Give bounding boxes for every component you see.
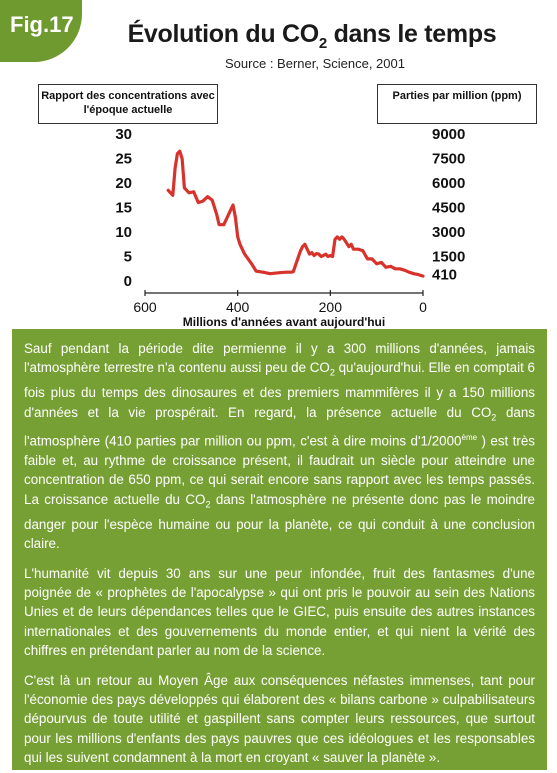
paragraph-1-subscript-1: 2 (329, 368, 335, 379)
chart-title-main: Évolution du CO (127, 20, 319, 48)
x-tick-label: 600 (133, 299, 157, 315)
text-panel (12, 329, 547, 770)
paragraph-3: C'est là un retour au Moyen Âge aux conséquences néfastes immenses, tant pour l'économie des pays développés qui élaborent des « bilans carbone » culpabilisateurs dépourvus de toute utilité et gaspillent sans compter leurs ressources, que surtout pour les millions d'enfants des pays pauvres que ces idéologues et les responsables qui les suivent condamnent à la mort en croyant « sauver la planète ». (24, 672, 535, 766)
figure-badge (0, 0, 82, 62)
y-left-tick-label: 0 (123, 273, 132, 290)
paragraph-1-part-e: dans l'atmosphère (410 parties par million ou ppm, c'est à dire moins d'1/2000 (24, 404, 535, 449)
paragraph-1-subscript-3: 2 (205, 499, 211, 510)
x-tick-label: 0 (419, 299, 427, 315)
paragraph-1-part-f: ) est très faible et, au rythme de croissance présent, il faudrait un siècle pour atteindre une concentration de 650 ppm, ce qui serait encore sans rapport avec les temps passés. La croissance actuelle du CO (24, 433, 535, 507)
chart-title-subscript: 2 (318, 35, 327, 52)
y-right-tick-label: 410 (432, 266, 458, 284)
y-right-tick-label: 9000 (432, 126, 466, 143)
co2-line-chart (0, 120, 557, 330)
chart-title-end: dans le temps (326, 20, 497, 48)
y-right-tick-label: 6000 (432, 175, 466, 192)
chart-title (92, 20, 532, 52)
paragraph-1-superscript: ème (461, 432, 478, 442)
chart-source: Source : Berner, Science, 2001 (225, 56, 405, 71)
x-tick-label: 200 (318, 299, 343, 315)
y-left-tick-label: 30 (115, 126, 132, 143)
y-left-tick-label: 10 (115, 224, 132, 241)
co2-series-line (168, 151, 423, 276)
right-axis-label-box: Parties par million (ppm) (377, 84, 537, 124)
y-left-tick-label: 15 (115, 199, 132, 217)
y-left-tick-label: 5 (123, 248, 132, 266)
left-axis-label-box: Rapport des concentrations avec l'époque actuelle (38, 84, 218, 124)
paragraph-1-subscript-2: 2 (491, 412, 497, 423)
figure-badge-label: Fig.17 (10, 12, 74, 37)
y-right-tick-label: 3000 (432, 224, 466, 241)
y-right-tick-label: 1500 (432, 248, 466, 266)
paragraph-1-part-a: Sauf pendant la période dite permienne il y a 300 millions d'années, jamais l'atmosphère terrestre n'a contenu aussi peu de CO (24, 341, 535, 376)
paragraph-1 (24, 339, 535, 554)
y-right-tick-label: 4500 (432, 199, 466, 217)
y-left-tick-label: 25 (115, 150, 132, 168)
x-tick-label: 400 (225, 299, 250, 315)
paragraph-2: L'humanité vit depuis 30 ans sur une peur infondée, fruit des fantasmes d'une poignée de « prophètes de l'apocalypse » qui ont pris le pouvoir au sein des Nations Unies et de leurs dépendances telles que le GIEC, puis ensuite des autres instances internationales et des gouvernements du monde entier, et qui nient la vérité des chiffres en prétendant parler au nom de la science. (24, 565, 535, 659)
y-right-tick-label: 7500 (432, 150, 466, 168)
x-axis-label: Millions d'années avant aujourd'hui (182, 315, 386, 329)
paragraph-1-part-c: qu'aujourd'hui. Elle en comptait 6 fois plus du temps des dinosaures et des premiers mammifères il y a 150 millions d'années et la vie prospérait. En regard, la présence actuelle du CO (24, 360, 535, 420)
paragraph-1-part-h: dans l'atmosphère ne présente donc pas le moindre danger pour l'espèce humaine ou pour la planète, ce qui conduit à une conclusion claire. (24, 491, 535, 552)
y-left-tick-label: 20 (115, 175, 132, 192)
